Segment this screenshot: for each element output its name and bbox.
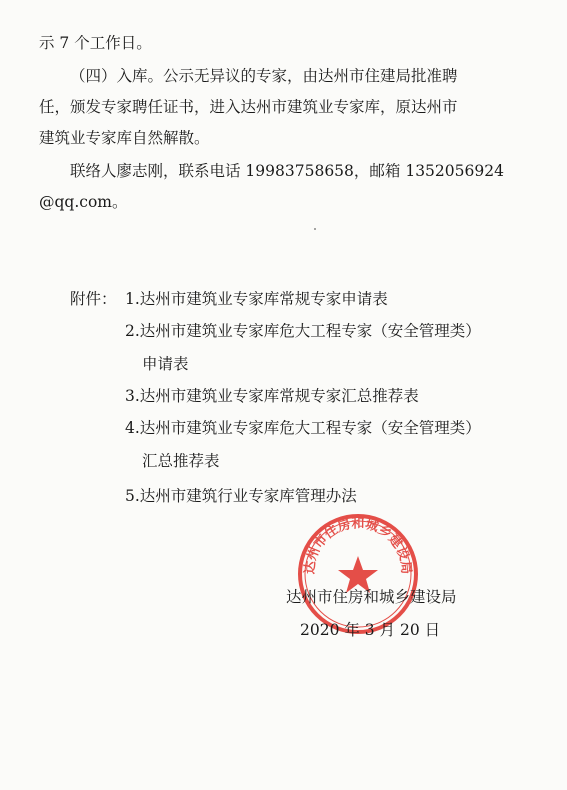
seal-text: 达州市住房和城乡建设局 <box>302 516 414 575</box>
attachment-item: 3.达州市建筑业专家库常规专家汇总推荐表 <box>125 387 419 405</box>
issuer-organization: 达州市住房和城乡建设局 <box>286 588 457 606</box>
attachment-item: 4.达州市建筑业专家库危大工程专家（安全管理类） <box>125 419 481 437</box>
contact-line: @qq.com。 <box>39 193 128 211</box>
issue-date: 2020 年 3 月 20 日 <box>300 621 441 639</box>
body-line: 建筑业专家库自然解散。 <box>39 129 210 147</box>
body-line: （四）入库。公示无异议的专家，由达州市住建局批准聘 <box>70 67 458 85</box>
attachment-item-cont: 申请表 <box>142 355 189 373</box>
attachments-label: 附件： <box>70 290 117 308</box>
attachment-item: 5.达州市建筑行业专家库管理办法 <box>125 487 357 505</box>
contact-line: 联络人廖志刚，联系电话 19983758658，邮箱 1352056924 <box>70 162 504 180</box>
body-line: 示 7 个工作日。 <box>39 34 152 52</box>
scan-speck <box>314 228 316 230</box>
attachment-item-cont: 汇总推荐表 <box>142 452 220 470</box>
attachment-item: 2.达州市建筑业专家库危大工程专家（安全管理类） <box>125 322 481 340</box>
body-line: 任，颁发专家聘任证书，进入达州市建筑业专家库，原达州市 <box>39 98 458 116</box>
attachment-item: 1.达州市建筑业专家库常规专家申请表 <box>125 290 388 308</box>
